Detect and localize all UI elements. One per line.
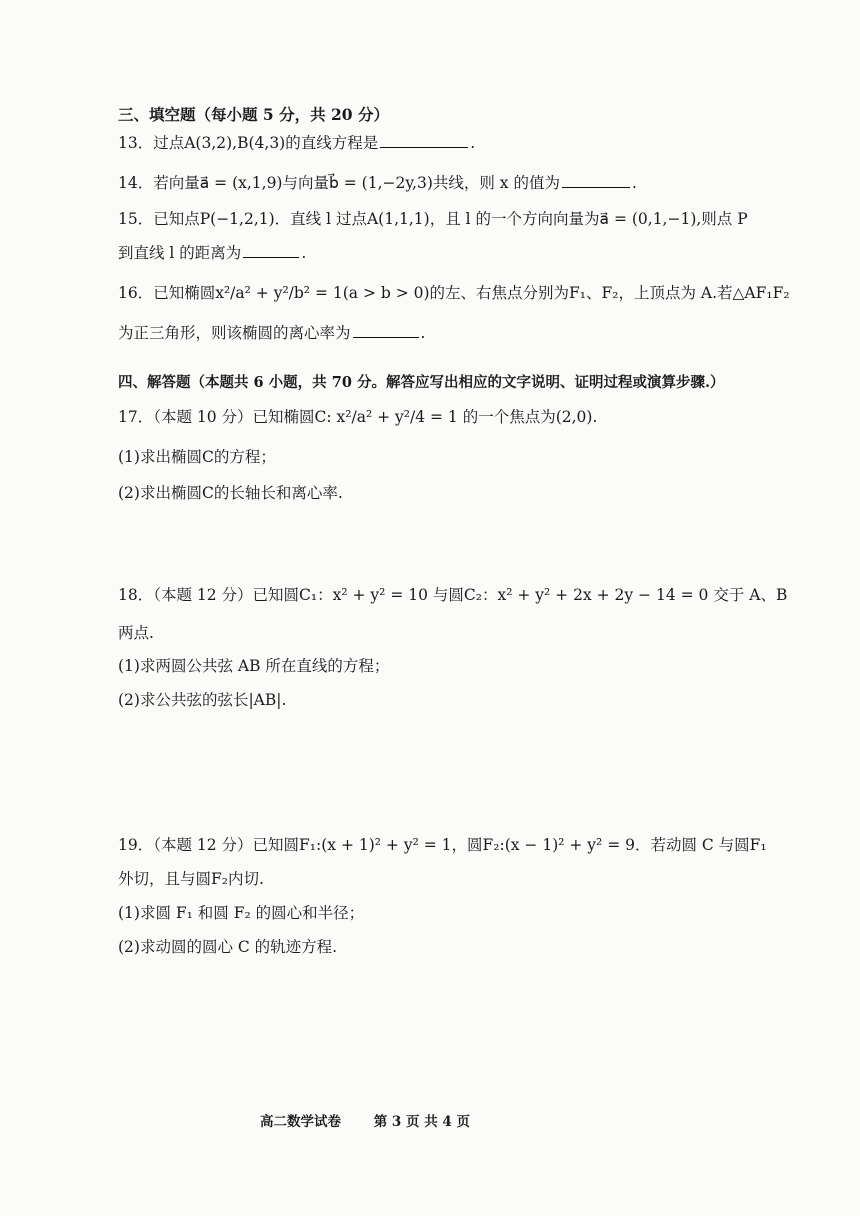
q14 <box>118 172 637 194</box>
q16-line2 <box>118 322 425 344</box>
q19-part1: (1)求圆 F₁ 和圆 F₂ 的圆心和半径； <box>118 904 365 922</box>
q19-part2: (2)求动圆的圆心 C 的轨迹方程. <box>118 938 338 956</box>
q16-text: 为正三角形，则该椭圆的离心率为 <box>118 324 351 342</box>
q18-part2: (2)求公共弦的弦长|AB|. <box>118 691 287 709</box>
q15-tail: . <box>301 244 307 262</box>
page-footer <box>260 1110 498 1130</box>
answer-blank <box>243 243 299 258</box>
q17-part1: (1)求出椭圆C的方程； <box>118 448 276 466</box>
footer-title: 高二数学试卷 <box>260 1114 341 1130</box>
q18-stem2: 两点. <box>118 624 154 642</box>
q14-text: 14．若向量a⃗ = (x,1,9)与向量b⃗ = (1,−2y,3)共线，则 x 的值为 <box>118 174 560 192</box>
q13-tail: . <box>470 134 476 152</box>
section4-heading: 四、解答题（本题共 6 小题，共 70 分。解答应写出相应的文字说明、证明过程或演算步骤.） <box>118 374 725 391</box>
answer-blank <box>562 173 630 188</box>
footer-page-number: 第 3 页 共 4 页 <box>373 1114 470 1130</box>
q15-line1: 15．已知点P(−1,2,1)．直线 l 过点A(1,1,1)，且 l 的一个方向向量为a⃗ = (0,1,−1),则点 P <box>118 210 748 228</box>
q16-line1: 16．已知椭圆x²/a² + y²/b² = 1(a > b > 0)的左、右焦点分别为F₁、F₂，上顶点为 A.若△AF₁F₂ <box>118 284 790 302</box>
q17-part2: (2)求出椭圆C的长轴长和离心率. <box>118 484 343 502</box>
q19-stem2: 外切，且与圆F₂内切. <box>118 870 264 888</box>
q18-part1: (1)求两圆公共弦 AB 所在直线的方程； <box>118 657 390 675</box>
q17-stem: 17．（本题 10 分）已知椭圆C: x²/a² + y²/4 = 1 的一个焦点为(2,0). <box>118 408 598 426</box>
answer-blank <box>380 133 468 148</box>
q18-stem: 18．（本题 12 分）已知圆C₁：x² + y² = 10 与圆C₂：x² + y² + 2x + 2y − 14 = 0 交于 A、B <box>118 586 788 604</box>
q14-tail: . <box>631 174 637 192</box>
q15-text: 到直线 l 的距离为 <box>118 244 242 262</box>
q15-line2 <box>118 242 306 264</box>
q13 <box>118 132 475 154</box>
q13-text: 13．过点A(3,2),B(4,3)的直线方程是 <box>118 134 379 152</box>
q19-stem: 19．（本题 12 分）已知圆F₁:(x + 1)² + y² = 1，圆F₂:(x − 1)² + y² = 9．若动圆 C 与圆F₁ <box>118 836 767 854</box>
answer-blank <box>353 323 419 338</box>
q16-tail: . <box>420 324 426 342</box>
section3-heading: 三、填空题（每小题 5 分，共 20 分） <box>118 105 389 124</box>
